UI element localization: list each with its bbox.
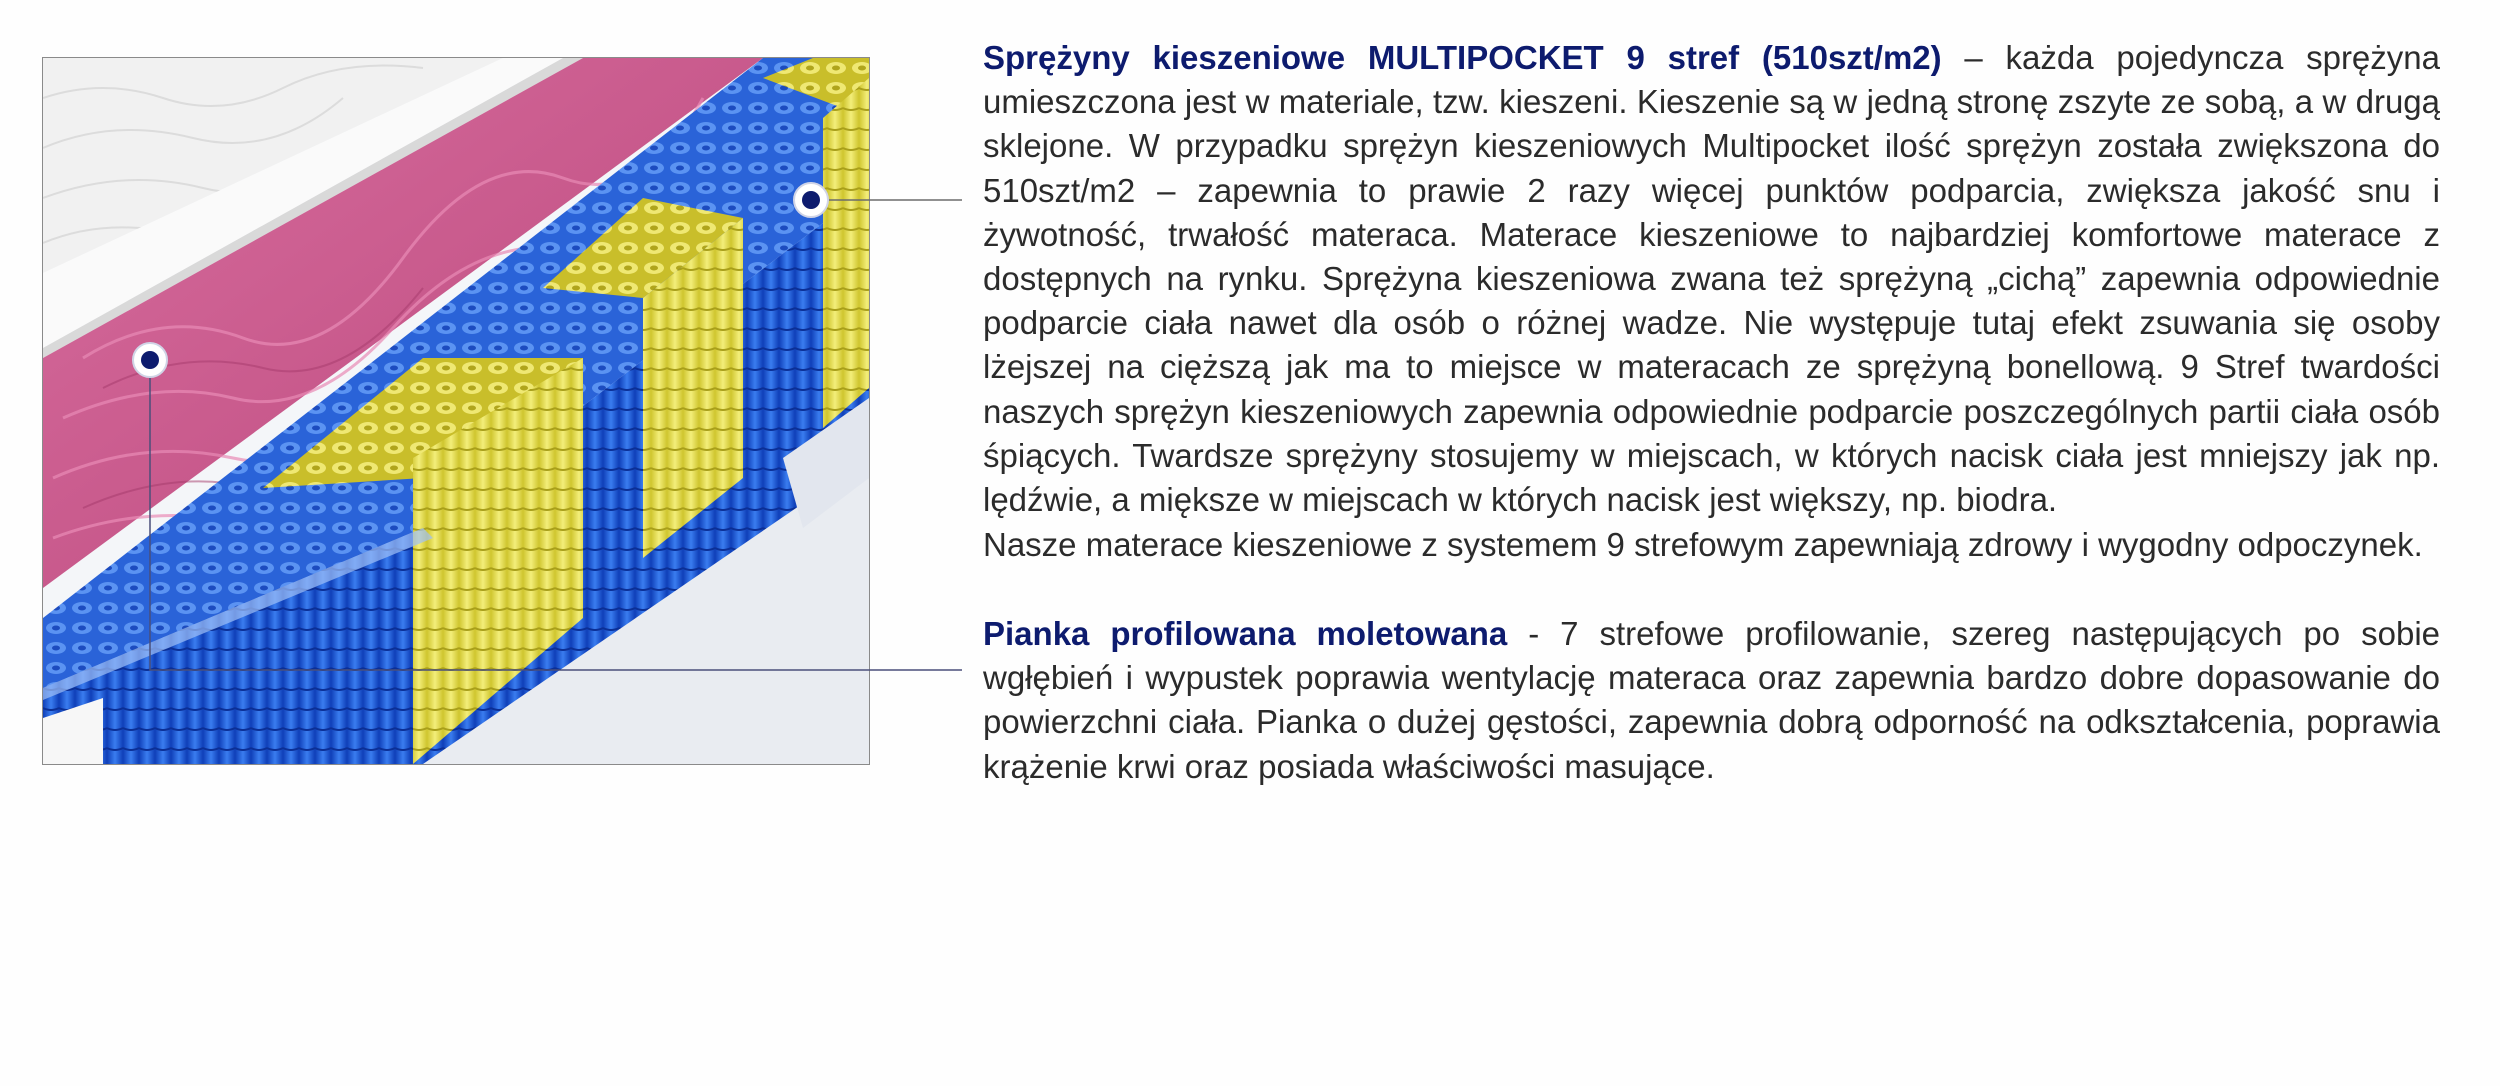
foam-heading: Pianka profilowana moletowana <box>983 615 1508 652</box>
mattress-cross-section-image <box>42 57 870 765</box>
foam-description <box>983 612 2440 789</box>
springs-description <box>983 36 2440 522</box>
springs-body: – każda pojedyncza sprężyna umieszczona jest w materiale, tzw. kieszeni. Kieszenie są w jedną stronę zszyte ze sobą, a w drugą sklejone. W przypadku sprężyn kieszeniowych Multipocket ilość sprężyn została zwiększona do 510szt/m2 – zapewnia to prawie 2 razy więcej punktów podparcia, zwiększa jakość snu i żywotność, trwałość materaca. Materace kieszeniowe to najbardziej komfortowe materace z dostępnych na rynku. Sprężyna kieszeniowa zwana też sprężyną „cichą” zapewnia odpowiednie podparcie ciała nawet dla osób o różnej wadze. Nie występuje tutaj efekt zsuwania się osoby lżejszej na cięższą jak ma to miejsce w materacach ze sprężyną bonellową. 9 Stref twardości naszych sprężyn kieszeniowych zapewnia odpowiednie podparcie poszczególnych partii ciała osób śpiących. Twardsze sprężyny stosujemy w miejscach, w których nacisk ciała jest mniejszy jak np. lędźwie, a miększe w miejscach w których nacisk jest większy, np. biodra. <box>983 39 2440 519</box>
springs-heading: Sprężyny kieszeniowe MULTIPOCKET 9 stref (510szt/m2) <box>983 39 1942 76</box>
springs-summary-text: Nasze materace kieszeniowe z systemem 9 strefowym zapewniają zdrowy i wygodny odpoczynek. <box>983 526 2423 563</box>
springs-summary <box>983 523 2440 567</box>
foam-body: - 7 strefowe profilowanie, szereg następujących po sobie wgłębień i wypustek poprawia wentylację materaca oraz zapewnia bardzo dobre dopasowanie do powierzchni ciała. Pianka o dużej gęstości, zapewnia dobrą odporność na odkształcenia, poprawia krążenie krwi oraz posiada właściwości masujące. <box>983 615 2441 785</box>
